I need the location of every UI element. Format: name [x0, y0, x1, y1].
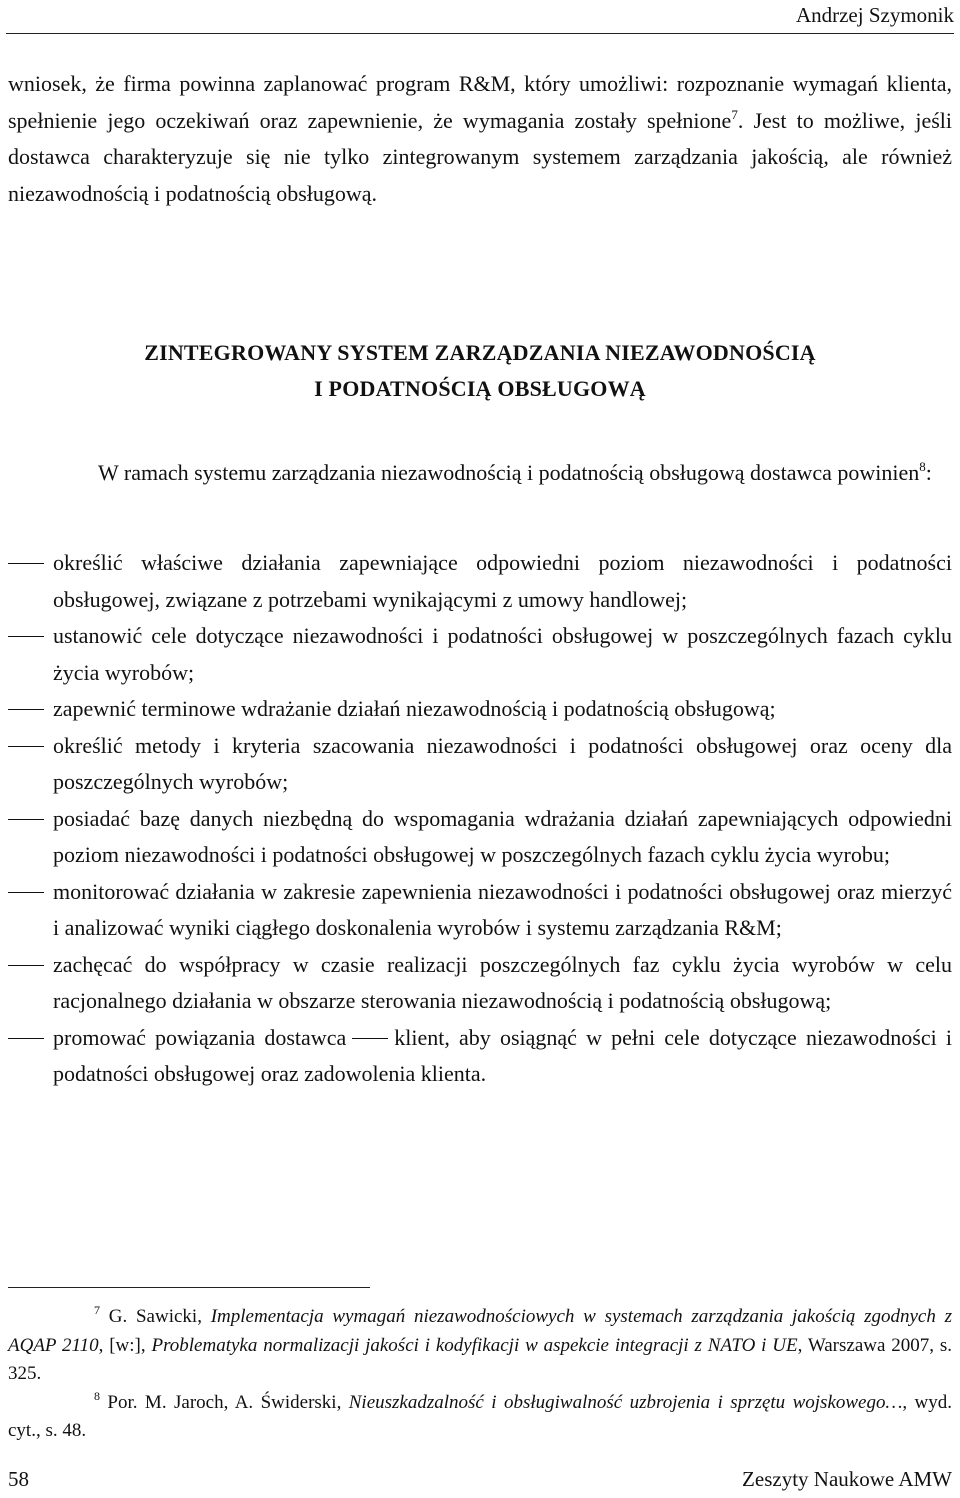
intro-text-continued: . Jest to możliwe, jeśli dostawca charakteryzuje się nie tylko zintegrowanym systemem zarządzania jakością, ale również niezawodnością i podatnością obsługową.	[8, 107, 952, 206]
list-item-text: określić metody i kryteria szacowania niezawodności i podatności obsługowej oraz oceny dla poszczególnych wyrobów;	[53, 732, 952, 794]
dash-bullet	[8, 892, 44, 893]
list-item-text: monitorować działania w zakresie zapewnienia niezawodności i podatności obsługowej oraz mierzyć i analizować wyniki ciągłego doskonalenia wyrobów i systemu zarządzania R&M;	[53, 878, 952, 940]
footnote-ref-7: 7	[731, 106, 738, 122]
list-item-text: zachęcać do współpracy w czasie realizacji poszczególnych faz cyklu życia wyrobów w celu racjonalnego działania w obszarze sterowania niezawodnością i podatnością obsługową;	[53, 951, 952, 1013]
section-title-line-2: I PODATNOŚCIĄ OBSŁUGOWĄ	[314, 376, 646, 401]
lead-suffix: :	[925, 460, 932, 485]
list-item	[8, 947, 952, 1020]
footnotes	[8, 1303, 952, 1446]
list-item	[8, 728, 952, 801]
list-item	[8, 874, 952, 947]
footnote-ref-8: 8	[919, 459, 926, 474]
inline-dash	[352, 1038, 388, 1039]
lead-text: W ramach systemu zarządzania niezawodnością i podatnością obsługową dostawca powinien	[98, 460, 920, 485]
dash-bullet	[8, 563, 44, 564]
list-item	[8, 545, 952, 618]
running-header-author: Andrzej Szymonik	[795, 3, 954, 27]
dash-bullet	[8, 965, 44, 966]
footnote-number: 7	[94, 1303, 100, 1317]
footnote-author: G. Sawicki,	[108, 1306, 211, 1327]
footnote-text: , wyd. cyt., s. 48.	[8, 1391, 953, 1441]
footnote-text: , Warszawa 2007, s. 325.	[8, 1334, 953, 1384]
footnote-8	[8, 1389, 952, 1446]
requirements-list	[8, 545, 952, 1093]
header-rule	[6, 33, 954, 34]
list-item	[8, 1020, 952, 1093]
list-item	[8, 801, 952, 874]
intro-text: wniosek, że firma powinna zaplanować program R&M, który umożliwi: rozpoznanie wymagań klienta, spełnienie jego oczekiwań oraz zapewnienie, że wymagania zostały spełnione	[8, 71, 952, 133]
dash-bullet	[8, 746, 44, 747]
list-item-text: określić właściwe działania zapewniające odpowiedni poziom niezawodności i podatności obsługowej, związane z potrzebami wynikającymi z umowy handlowej;	[53, 550, 952, 612]
footnote-separator	[8, 1287, 370, 1288]
dash-bullet	[8, 819, 44, 820]
section-title-line-1: ZINTEGROWANY SYSTEM ZARZĄDZANIA NIEZAWODNOŚCIĄ	[144, 340, 816, 365]
list-item-text: zapewnić terminowe wdrażanie działań niezawodnością i podatnością obsługową;	[53, 696, 776, 721]
footnote-title: Implementacja wymagań niezawodnościowych w systemach zarządzania jakością zgodnych z AQAP 2110	[8, 1306, 953, 1356]
intro-paragraph	[8, 66, 952, 212]
page-number: 58	[8, 1467, 29, 1491]
list-item	[8, 618, 952, 691]
footnote-author: Por. M. Jaroch, A. Świderski,	[107, 1391, 349, 1413]
footnote-title: Nieuszkadzalność i obsługiwalność uzbrojenia i sprzętu wojskowego…	[348, 1391, 903, 1413]
dash-bullet	[8, 1038, 44, 1039]
list-item	[8, 691, 952, 728]
list-item-text: promować powiązania dostawca	[53, 1024, 347, 1050]
footnote-title: Problematyka normalizacji jakości i kodyfikacji w aspekcie integracji z NATO i UE	[151, 1334, 798, 1356]
list-item-text: posiadać bazę danych niezbędną do wspomagania wdrażania działań zapewniających odpowiedni poziom niezawodności i podatności obsługowej w poszczególnych fazach cyklu życia wyrobu;	[53, 805, 952, 867]
dash-bullet	[8, 636, 44, 637]
list-item-text-continued: klient, aby osiągnąć w pełni cele dotyczące niezawodności i podatności obsługowej oraz zadowolenia klienta.	[53, 1024, 952, 1086]
footnote-text: , [w:],	[98, 1334, 152, 1356]
section-title	[0, 335, 960, 407]
lead-paragraph	[8, 455, 952, 492]
dash-bullet	[8, 709, 44, 710]
journal-name: Zeszyty Naukowe AMW	[742, 1467, 952, 1491]
footnote-number: 8	[94, 1388, 100, 1403]
footnote-7	[8, 1303, 952, 1389]
list-item-text: ustanowić cele dotyczące niezawodności i podatności obsługowej w poszczególnych fazach cyklu życia wyrobów;	[53, 623, 952, 685]
